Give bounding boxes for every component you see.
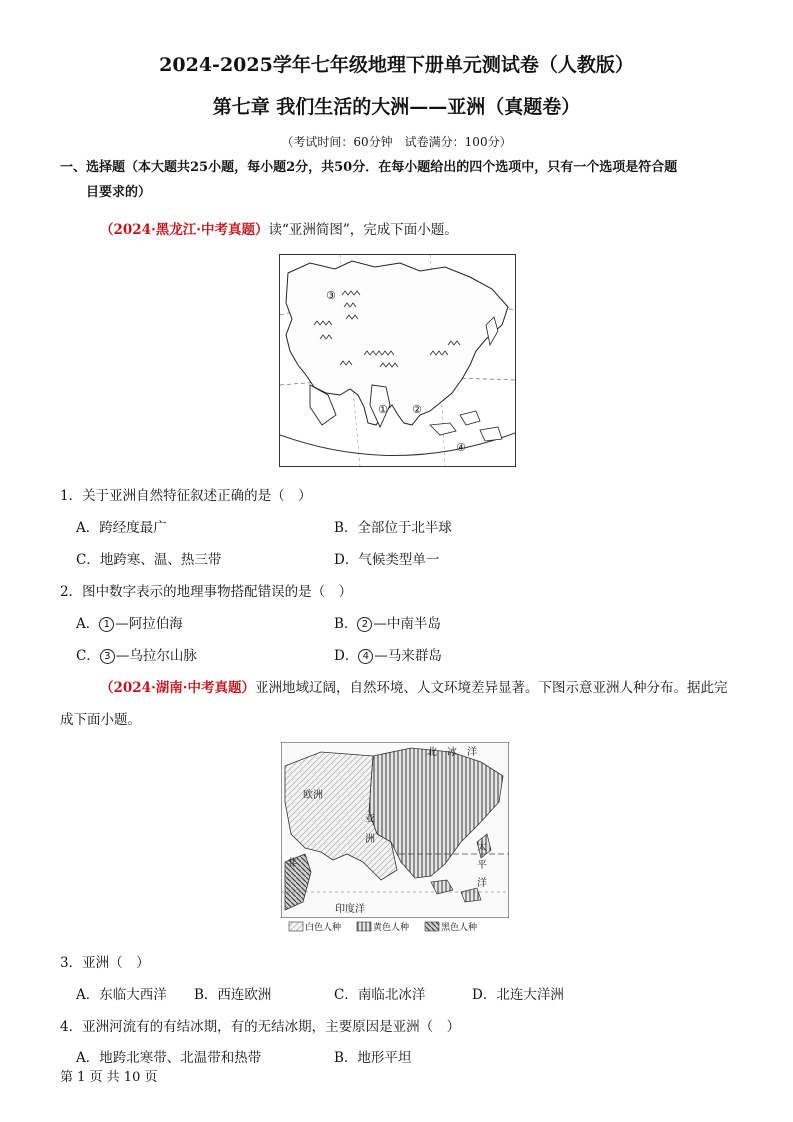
- map-marker-2: ②: [412, 403, 422, 416]
- q3-option-b[interactable]: B．西连欧洲: [194, 987, 272, 1003]
- q2-option-c-text: —乌拉尔山脉: [115, 648, 197, 664]
- label-pacific-1: 太: [477, 842, 487, 853]
- chapter-subtitle: 第七章 我们生活的大洲——亚洲（真题卷）: [212, 96, 581, 118]
- label-africa: 非: [287, 858, 297, 869]
- circled-number: 2: [357, 617, 372, 632]
- q2-option-a[interactable]: [76, 612, 183, 632]
- label-europe: 欧洲: [303, 790, 323, 801]
- legend-white-race: 白色人种: [305, 923, 342, 933]
- group1-intro: [100, 218, 458, 238]
- exam-title: 2024-2025学年七年级地理下册单元测试卷（人教版）: [159, 54, 634, 76]
- legend-yellow-race: 黄色人种: [373, 923, 410, 933]
- race-distribution-map-drawing: [281, 742, 509, 934]
- q2-option-c-label: C．: [76, 648, 100, 664]
- exam-info: （考试时间：60分钟 试卷满分：100分）: [281, 135, 512, 149]
- q1-option-d[interactable]: D．气候类型单一: [334, 552, 440, 568]
- asia-sketch-map: [279, 254, 516, 467]
- map-marker-4: ④: [456, 441, 466, 454]
- group2-intro-line1: [100, 676, 727, 696]
- q2-option-a-label: A．: [76, 616, 100, 632]
- q4-stem: 4．亚洲河流有的有结冰期，有的无结冰期，主要原因是亚洲（ ）: [60, 1019, 461, 1035]
- q2-option-a-text: —阿拉伯海: [115, 616, 183, 632]
- label-asia-1: 亚: [365, 814, 375, 825]
- q4-option-a[interactable]: A．地跨北寒带、北温带和热带: [76, 1050, 262, 1066]
- q2-option-d-label: D．: [334, 648, 359, 664]
- label-pacific-2: 平: [477, 860, 487, 871]
- label-asia-2: 洲: [365, 834, 375, 845]
- q3-stem: 3．亚洲（ ）: [60, 955, 150, 971]
- q2-option-b[interactable]: [334, 612, 441, 632]
- q3-option-c[interactable]: C．南临北冰洋: [334, 987, 426, 1003]
- legend-black-race: 黑色人种: [441, 923, 478, 933]
- label-pacific-3: 洋: [477, 878, 487, 889]
- circled-number: 3: [100, 649, 115, 664]
- group2-source: （2024·湖南·中考真题）: [100, 680, 255, 696]
- asia-sketch-map-drawing: [280, 255, 515, 466]
- q2-option-b-text: —中南半岛: [373, 616, 441, 632]
- q3-option-d[interactable]: D．北连大洋洲: [472, 987, 564, 1003]
- q2-option-c[interactable]: [76, 644, 197, 664]
- circled-number: 4: [358, 649, 373, 664]
- q2-option-b-label: B．: [334, 616, 358, 632]
- section-heading-line2: 目要求的）: [86, 185, 152, 200]
- q3-option-a[interactable]: A．东临大西洋: [76, 987, 167, 1003]
- q2-option-d-text: —马来群岛: [374, 648, 442, 664]
- race-distribution-map: [281, 742, 509, 934]
- q4-option-b[interactable]: B．地形平坦: [334, 1050, 412, 1066]
- q2-stem: 2．图中数字表示的地理事物搭配错误的是（ ）: [60, 584, 353, 600]
- label-arctic-ocean: 北 冰 洋: [427, 747, 477, 758]
- group2-intro-line2: 成下面小题。: [60, 712, 141, 728]
- q1-option-b[interactable]: B．全部位于北半球: [334, 520, 452, 536]
- group1-source: （2024·黑龙江·中考真题）: [100, 222, 269, 238]
- map-marker-1: ①: [378, 403, 388, 416]
- map-marker-3: ③: [326, 289, 336, 302]
- q2-option-d[interactable]: [334, 644, 442, 664]
- circled-number: 1: [99, 617, 114, 632]
- group1-intro-text: 读“亚洲简图”，完成下面小题。: [268, 222, 458, 238]
- section-heading-line1: 一、选择题（本大题共25小题，每小题2分，共50分．在每小题给出的四个选项中，只有一个选项是符合题: [60, 160, 678, 175]
- q1-option-a[interactable]: A．跨经度最广: [76, 520, 167, 536]
- group2-intro-text: 亚洲地域辽阔，自然环境、人文环境差异显著。下图示意亚洲人种分布。据此完: [254, 680, 728, 696]
- q1-stem: 1．关于亚洲自然特征叙述正确的是（ ）: [60, 488, 312, 504]
- label-indian-ocean: 印度洋: [335, 904, 365, 915]
- page-footer: 第 1 页 共 10 页: [60, 1070, 158, 1085]
- q1-option-c[interactable]: C．地跨寒、温、热三带: [76, 552, 222, 568]
